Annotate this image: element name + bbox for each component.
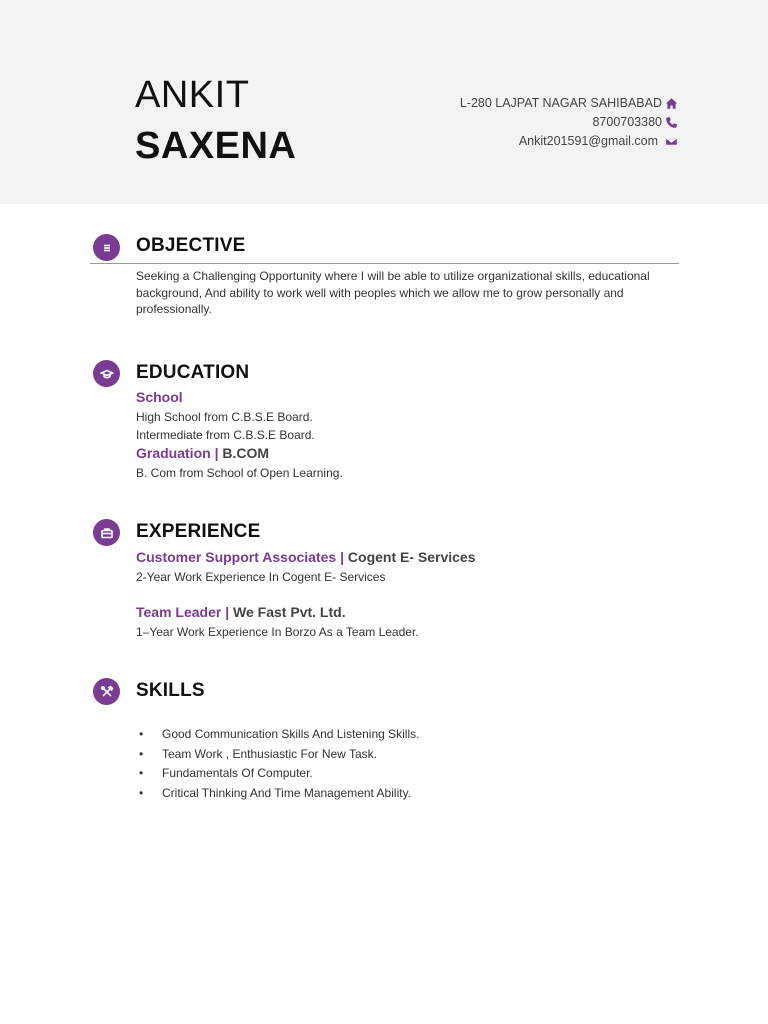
school-line-1: High School from C.B.S.E Board. bbox=[136, 410, 313, 424]
skill-item bbox=[136, 745, 419, 765]
graduation-label: Graduation bbox=[136, 445, 211, 461]
skill-text: Good Communication Skills And Listening Skills. bbox=[162, 727, 420, 741]
graduation-cap-icon bbox=[93, 360, 120, 387]
job-heading-1 bbox=[136, 549, 476, 565]
school-heading-text: School bbox=[136, 389, 183, 405]
education-title: EDUCATION bbox=[136, 362, 250, 383]
job-role: Team Leader bbox=[136, 604, 222, 620]
graduation-degree: B.COM bbox=[222, 445, 270, 461]
school-heading bbox=[136, 389, 183, 405]
job-heading-2 bbox=[136, 604, 346, 620]
objective-text: Seeking a Challenging Opportunity where I will be able to utilize organizational skills, educational background, And ability to work well with peoples which we allow me to grow personally and professionally. bbox=[136, 269, 650, 316]
home-icon bbox=[665, 97, 678, 110]
contact-address bbox=[460, 96, 678, 110]
tools-icon bbox=[93, 678, 120, 705]
experience-title: EXPERIENCE bbox=[136, 521, 261, 542]
objective-divider bbox=[90, 263, 679, 264]
skill-item bbox=[136, 764, 419, 784]
job-separator: | bbox=[225, 604, 230, 620]
first-name: ANKIT bbox=[135, 74, 250, 116]
list-icon bbox=[93, 234, 120, 261]
graduation-line: B. Com from School of Open Learning. bbox=[136, 466, 343, 480]
skill-item bbox=[136, 725, 419, 745]
bullet: • bbox=[139, 766, 144, 781]
job-description-1: 2-Year Work Experience In Cogent E- Services bbox=[136, 570, 386, 584]
briefcase-icon bbox=[93, 519, 120, 546]
graduation-heading bbox=[136, 445, 269, 461]
bullet: • bbox=[139, 727, 144, 741]
bullet: • bbox=[139, 786, 144, 801]
skill-text: Critical Thinking And Time Management Ability. bbox=[162, 786, 412, 801]
contact-email bbox=[519, 134, 678, 148]
bullet: • bbox=[139, 746, 144, 761]
job-role: Customer Support Associates bbox=[136, 549, 337, 565]
job-separator: | bbox=[340, 549, 345, 565]
phone-text: 8700703380 bbox=[592, 115, 662, 129]
skill-item bbox=[136, 784, 419, 804]
phone-icon bbox=[665, 116, 678, 129]
job-company: We Fast Pvt. Ltd. bbox=[233, 604, 346, 620]
school-line-2: Intermediate from C.B.S.E Board. bbox=[136, 428, 315, 442]
address-text: L-280 LAJPAT NAGAR SAHIBABAD bbox=[459, 96, 662, 110]
skills-title: SKILLS bbox=[136, 680, 205, 701]
envelope-icon bbox=[665, 135, 678, 148]
skill-text: Team Work , Enthusiastic For New Task. bbox=[162, 746, 377, 761]
skill-text: Fundamentals Of Computer. bbox=[162, 766, 313, 781]
skills-list bbox=[136, 725, 419, 804]
objective-title: OBJECTIVE bbox=[136, 235, 246, 256]
job-company: Cogent E- Services bbox=[347, 549, 476, 565]
last-name: SAXENA bbox=[135, 125, 297, 167]
email-text: Ankit201591@gmail.com bbox=[518, 134, 658, 148]
graduation-separator: | bbox=[214, 445, 219, 461]
contact-phone bbox=[592, 115, 678, 129]
job-description-2: 1–Year Work Experience In Borzo As a Team Leader. bbox=[136, 625, 419, 639]
